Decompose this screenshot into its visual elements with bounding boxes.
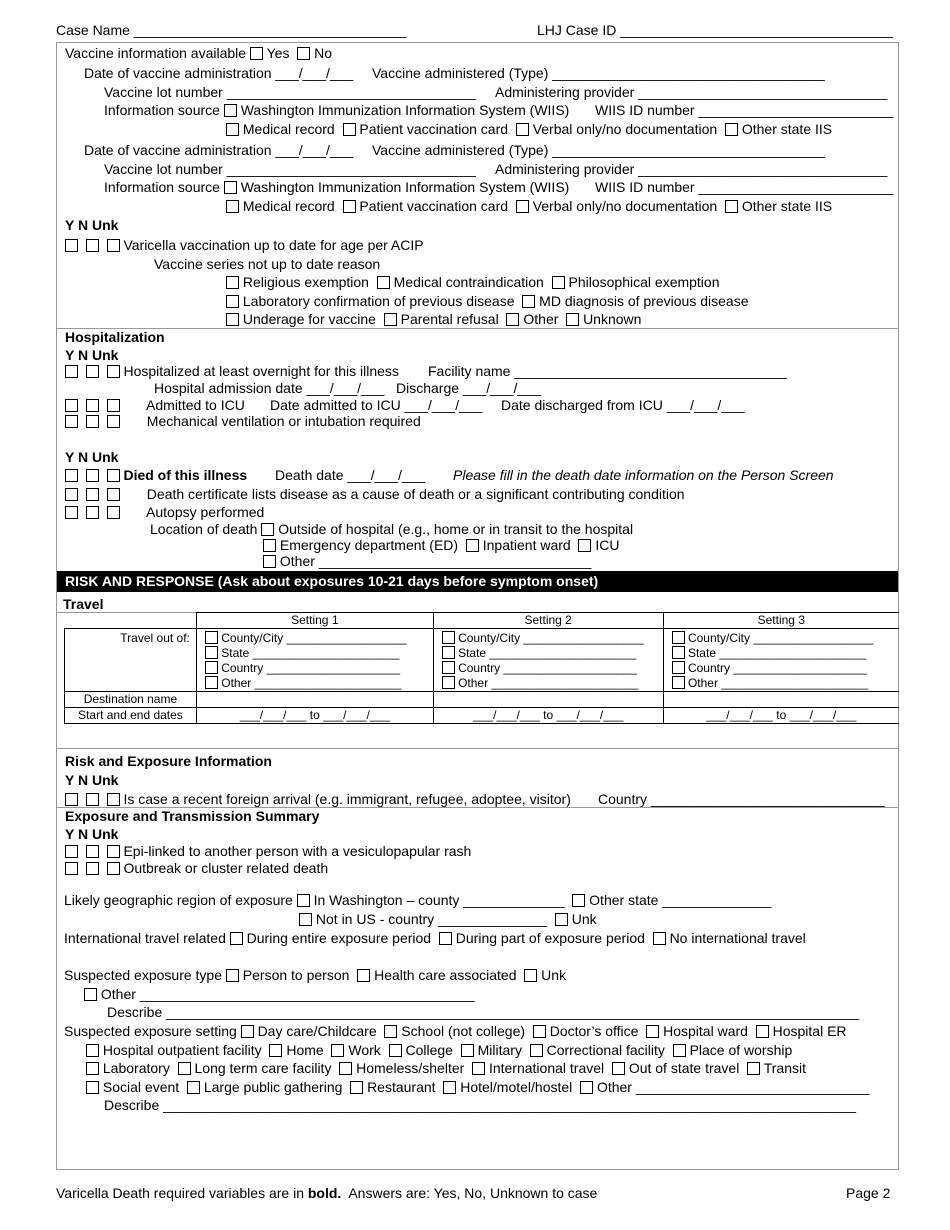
info-source-row-1: Information source Washington Immunization Information System (WIIS) <box>104 102 570 118</box>
vaccine-available-row: Vaccine information available Yes No <box>65 45 333 61</box>
county-checkbox[interactable] <box>205 631 218 644</box>
intl-travel-row: International travel related During entire exposure period During part of exposure period No international travel <box>64 930 806 946</box>
foreign-arrival-row: Is case a recent foreign arrival (e.g. immigrant, refugee, adoptee, visitor) <box>65 791 571 808</box>
state-checkbox[interactable] <box>672 646 685 659</box>
vaccine-available-yes-checkbox[interactable] <box>250 47 263 60</box>
setting-3-options: County/City __________________ State ______________________ Country ____________________ Other ______________________ <box>663 629 899 692</box>
type-other-checkbox[interactable] <box>84 988 97 1001</box>
y-checkbox[interactable] <box>65 862 78 875</box>
location-death-row-2: Emergency department (ED) Inpatient ward ICU <box>263 537 620 554</box>
not-us-checkbox[interactable] <box>299 913 312 926</box>
setting-2-options: County/City __________________ State ______________________ Country ____________________ Other ______________________ <box>433 629 663 692</box>
exposure-type-row: Suspected exposure type Person to person Health care associated Unk <box>64 967 567 983</box>
setting-checkbox[interactable] <box>756 1025 769 1038</box>
hospitalized-row: Hospitalized at least overnight for this illness <box>65 363 399 380</box>
vaccine-provider-2[interactable]: Administering provider ________________________________ <box>495 161 888 177</box>
philosophical-checkbox[interactable] <box>552 276 565 289</box>
unk-checkbox[interactable] <box>107 845 120 858</box>
n-checkbox[interactable] <box>86 845 99 858</box>
type-unk-checkbox[interactable] <box>524 969 537 982</box>
icu-discharge-field[interactable]: Date discharged from ICU ___/___/___ <box>501 397 745 413</box>
dates-3[interactable]: ___/___/___ to ___/___/___ <box>663 708 899 724</box>
setting-checkbox[interactable] <box>461 1044 474 1057</box>
unk-checkbox[interactable] <box>107 399 120 412</box>
setting-checkbox[interactable] <box>339 1062 352 1075</box>
setting-checkbox[interactable] <box>612 1062 625 1075</box>
region-row: Likely geographic region of exposure In Washington – county _____________ Other state ______________ <box>64 892 772 908</box>
destination-label: Destination name <box>65 692 197 708</box>
patient-card-checkbox[interactable] <box>343 123 356 136</box>
y-checkbox[interactable] <box>65 399 78 412</box>
n-checkbox[interactable] <box>86 469 99 482</box>
exposure-setting-row-1: Suspected exposure setting Day care/Childcare School (not college) Doctor’s office Hospital ward Hospital ER <box>64 1023 847 1039</box>
risk-response-banner: RISK AND RESPONSE (Ask about exposures 10-21 days before symptom onset) <box>57 571 898 592</box>
n-checkbox[interactable] <box>86 239 99 252</box>
vaccine-lot-1[interactable]: Vaccine lot number ________________________________ <box>104 84 476 100</box>
ynu-header-death: Y N Unk <box>65 449 119 465</box>
setting-1-header: Setting 1 <box>196 613 433 629</box>
lab-confirm-checkbox[interactable] <box>226 295 239 308</box>
wiis-checkbox[interactable] <box>224 104 237 117</box>
died-row: Died of this illness <box>65 467 247 484</box>
setting-checkbox[interactable] <box>86 1081 99 1094</box>
info-source-row-2: Information source Washington Immunization Information System (WIIS) <box>104 179 570 195</box>
y-checkbox[interactable] <box>65 506 78 519</box>
divider <box>57 328 898 329</box>
setting-checkbox[interactable] <box>241 1025 254 1038</box>
y-checkbox[interactable] <box>65 488 78 501</box>
setting-2-header: Setting 2 <box>433 613 663 629</box>
setting-checkbox[interactable] <box>646 1025 659 1038</box>
other-state-checkbox[interactable] <box>572 894 585 907</box>
unk-checkbox[interactable] <box>107 506 120 519</box>
exposure-type-other: Other ___________________________________________ <box>84 986 475 1003</box>
unk-checkbox[interactable] <box>107 415 120 428</box>
setting-checkbox[interactable] <box>384 1025 397 1038</box>
reason-row-1: Religious exemption Medical contraindication Philosophical exemption <box>226 274 720 291</box>
unknown-reason-checkbox[interactable] <box>566 313 579 326</box>
setting-checkbox[interactable] <box>86 1044 99 1057</box>
y-checkbox[interactable] <box>65 845 78 858</box>
death-date-note: Please fill in the death date information on the Person Screen <box>453 467 834 483</box>
admission-date-field[interactable]: Hospital admission date ___/___/___ <box>154 380 385 396</box>
ynu-header-vaccine: Y N Unk <box>65 217 119 233</box>
vaccine-provider-1[interactable]: Administering provider ________________________________ <box>495 84 888 100</box>
unk-checkbox[interactable] <box>107 239 120 252</box>
region-row-2: Not in US - country ______________ Unk <box>299 911 597 928</box>
washington-checkbox[interactable] <box>297 894 310 907</box>
ynu-header-hosp: Y N Unk <box>65 347 119 363</box>
exposure-title: Exposure and Transmission Summary <box>65 808 320 824</box>
other-checkbox[interactable] <box>205 676 218 689</box>
unk-checkbox[interactable] <box>107 469 120 482</box>
health-care-checkbox[interactable] <box>357 969 370 982</box>
setting-checkbox[interactable] <box>178 1062 191 1075</box>
exposure-setting-row-2: Hospital outpatient facility Home Work College Military Correctional facility Place of worship <box>86 1042 792 1059</box>
other-reason-checkbox[interactable] <box>506 313 519 326</box>
underage-checkbox[interactable] <box>226 313 239 326</box>
destination-1[interactable] <box>196 692 433 708</box>
vaccine-type-1[interactable]: Vaccine administered (Type) ___________________________________ <box>372 65 825 81</box>
destination-3[interactable] <box>663 692 899 708</box>
setting-checkbox[interactable] <box>331 1044 344 1057</box>
country-checkbox[interactable] <box>442 661 455 674</box>
county-checkbox[interactable] <box>442 631 455 644</box>
death-date-field[interactable]: Death date ___/___/___ <box>275 467 426 483</box>
y-checkbox[interactable] <box>65 469 78 482</box>
up-to-date-row: Varicella vaccination up to date for age per ACIP <box>65 237 424 254</box>
medical-record-checkbox[interactable] <box>226 123 239 136</box>
lhj-case-id-field[interactable]: LHJ Case ID ___________________________________ <box>537 22 893 38</box>
setting-checkbox[interactable] <box>350 1081 363 1094</box>
vaccine-date-2[interactable]: Date of vaccine administration ___/___/___ <box>84 142 354 158</box>
y-checkbox[interactable] <box>65 793 78 806</box>
vaccine-date-1[interactable]: Date of vaccine administration ___/___/___ <box>84 65 354 81</box>
other-state-iis-checkbox[interactable] <box>725 123 738 136</box>
patient-card-checkbox[interactable] <box>343 200 356 213</box>
foreign-country-field[interactable]: Country ______________________________ <box>598 791 885 807</box>
setting-checkbox[interactable] <box>389 1044 402 1057</box>
medical-contra-checkbox[interactable] <box>377 276 390 289</box>
death-certificate-row: Death certificate lists disease as a cause of death or a significant contributing condition <box>65 486 685 503</box>
exposure-setting-row-4: Social event Large public gathering Restaurant Hotel/motel/hostel Other ______________________________ <box>86 1079 869 1096</box>
exposure-type-describe[interactable]: Describe _________________________________________________________________________________________ <box>107 1004 860 1020</box>
region-unk-checkbox[interactable] <box>555 913 568 926</box>
other-checkbox[interactable] <box>672 676 685 689</box>
outside-hospital-checkbox[interactable] <box>261 523 274 536</box>
entire-period-checkbox[interactable] <box>230 932 243 945</box>
reason-row-2: Laboratory confirmation of previous disease MD diagnosis of previous disease <box>226 293 749 310</box>
n-checkbox[interactable] <box>86 365 99 378</box>
no-intl-checkbox[interactable] <box>653 932 666 945</box>
vaccine-lot-2[interactable]: Vaccine lot number ________________________________ <box>104 161 476 177</box>
case-name-field[interactable]: Case Name ___________________________________ <box>56 22 407 38</box>
setting-checkbox[interactable] <box>533 1025 546 1038</box>
setting-1-options: County/City __________________ State ______________________ Country ____________________ Other ______________________ <box>196 629 433 692</box>
vaccine-type-2[interactable]: Vaccine administered (Type) ___________________________________ <box>372 142 825 158</box>
wiis-checkbox[interactable] <box>224 181 237 194</box>
setting-checkbox[interactable] <box>530 1044 543 1057</box>
md-diag-checkbox[interactable] <box>522 295 535 308</box>
parental-checkbox[interactable] <box>384 313 397 326</box>
medical-record-checkbox[interactable] <box>226 200 239 213</box>
setting-checkbox[interactable] <box>472 1062 485 1075</box>
unk-checkbox[interactable] <box>107 488 120 501</box>
discharge-date-field[interactable]: Discharge ___/___/___ <box>396 380 541 396</box>
hospitalization-title: Hospitalization <box>65 329 165 345</box>
religious-checkbox[interactable] <box>226 276 239 289</box>
ynu-header-exposure: Y N Unk <box>65 826 119 842</box>
dates-1[interactable]: ___/___/___ to ___/___/___ <box>196 708 433 724</box>
part-period-checkbox[interactable] <box>439 932 452 945</box>
outbreak-row: Outbreak or cluster related death <box>65 860 328 877</box>
travel-table <box>64 612 899 724</box>
risk-exposure-title: Risk and Exposure Information <box>65 753 272 769</box>
setting-checkbox[interactable] <box>269 1044 282 1057</box>
autopsy-row: Autopsy performed <box>65 504 264 521</box>
travel-title: Travel <box>63 596 104 612</box>
epi-linked-row: Epi-linked to another person with a vesiculopapular rash <box>65 843 471 860</box>
exposure-setting-row-3: Laboratory Long term care facility Homeless/shelter International travel Out of state travel Transit <box>86 1060 806 1077</box>
icu-date-field[interactable]: Date admitted to ICU ___/___/___ <box>270 397 483 413</box>
inpatient-checkbox[interactable] <box>466 539 479 552</box>
wiis-id-1[interactable]: WIIS ID number _________________________ <box>595 102 894 118</box>
n-checkbox[interactable] <box>86 862 99 875</box>
n-checkbox[interactable] <box>86 488 99 501</box>
footer-note: Varicella Death required variables are in bold. Answers are: Yes, No, Unknown to case <box>56 1185 598 1201</box>
destination-2[interactable] <box>433 692 663 708</box>
ed-checkbox[interactable] <box>263 539 276 552</box>
setting-checkbox[interactable] <box>443 1081 456 1094</box>
wiis-id-2[interactable]: WIIS ID number _________________________ <box>595 179 894 195</box>
person-to-person-checkbox[interactable] <box>226 969 239 982</box>
ynu-header-risk: Y N Unk <box>65 772 119 788</box>
setting-checkbox[interactable] <box>747 1062 760 1075</box>
start-end-label: Start and end dates <box>65 708 197 724</box>
country-checkbox[interactable] <box>205 661 218 674</box>
y-checkbox[interactable] <box>65 415 78 428</box>
other-location-checkbox[interactable] <box>263 555 276 568</box>
vaccine-available-no-checkbox[interactable] <box>297 47 310 60</box>
n-checkbox[interactable] <box>86 415 99 428</box>
icu-death-checkbox[interactable] <box>578 539 591 552</box>
reason-row-3: Underage for vaccine Parental refusal Other Unknown <box>226 311 641 328</box>
setting-checkbox[interactable] <box>86 1062 99 1075</box>
facility-name-field[interactable]: Facility name ___________________________________ <box>428 363 787 379</box>
y-checkbox[interactable] <box>65 239 78 252</box>
exposure-setting-describe[interactable]: Describe _________________________________________________________________________________________ <box>104 1097 857 1113</box>
not-up-reason-label: Vaccine series not up to date reason <box>154 256 381 272</box>
n-checkbox[interactable] <box>86 399 99 412</box>
state-checkbox[interactable] <box>442 646 455 659</box>
divider <box>57 748 898 749</box>
dates-2[interactable]: ___/___/___ to ___/___/___ <box>433 708 663 724</box>
state-checkbox[interactable] <box>205 646 218 659</box>
location-death-other: Other ___________________________________ <box>263 553 591 570</box>
info-source-options-2: Medical record Patient vaccination card Verbal only/no documentation Other state IIS <box>226 198 832 215</box>
n-checkbox[interactable] <box>86 793 99 806</box>
unk-checkbox[interactable] <box>107 365 120 378</box>
icu-row: Admitted to ICU <box>65 397 245 414</box>
other-state-iis-checkbox[interactable] <box>725 200 738 213</box>
info-source-options-1: Medical record Patient vaccination card Verbal only/no documentation Other state IIS <box>226 121 832 138</box>
other-checkbox[interactable] <box>442 676 455 689</box>
unk-checkbox[interactable] <box>107 793 120 806</box>
location-death-row: Location of death Outside of hospital (e.g., home or in transit to the hospital <box>150 521 634 537</box>
verbal-checkbox[interactable] <box>516 123 529 136</box>
setting-checkbox[interactable] <box>187 1081 200 1094</box>
country-checkbox[interactable] <box>672 661 685 674</box>
county-checkbox[interactable] <box>672 631 685 644</box>
page-number: Page 2 <box>846 1185 891 1201</box>
verbal-checkbox[interactable] <box>516 200 529 213</box>
travel-out-label: Travel out of: <box>65 629 197 692</box>
mech-vent-row: Mechanical ventilation or intubation required <box>65 413 421 430</box>
n-checkbox[interactable] <box>86 506 99 519</box>
setting-other-checkbox[interactable] <box>580 1081 593 1094</box>
setting-3-header: Setting 3 <box>663 613 899 629</box>
setting-checkbox[interactable] <box>673 1044 686 1057</box>
unk-checkbox[interactable] <box>107 862 120 875</box>
y-checkbox[interactable] <box>65 365 78 378</box>
